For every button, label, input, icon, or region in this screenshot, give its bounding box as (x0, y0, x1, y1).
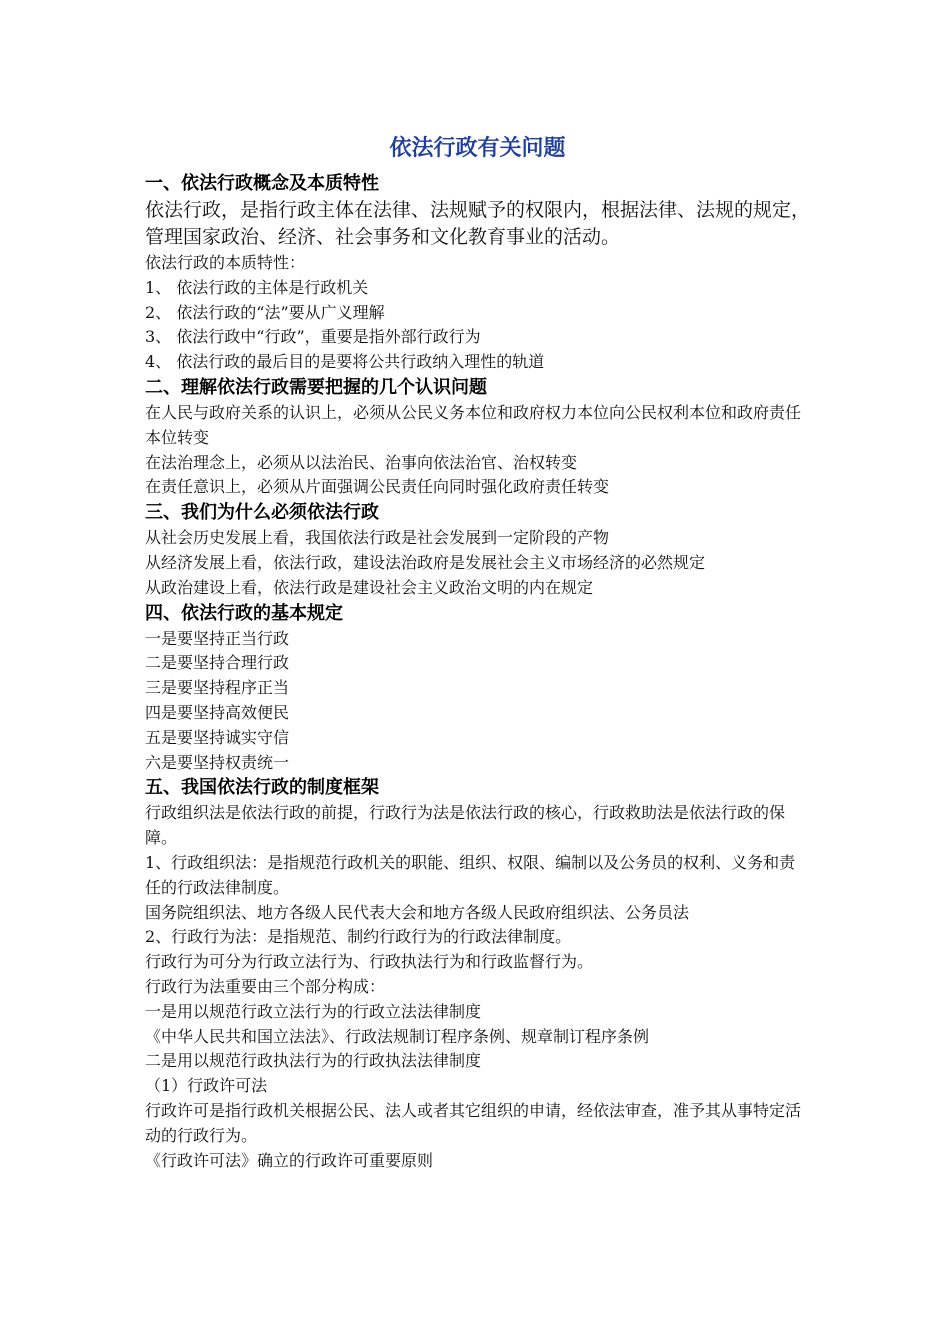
paragraph: 从经济发展上看，依法行政，建设法治政府是发展社会主义市场经济的必然规定 (145, 552, 706, 572)
paragraph: 在人民与政府关系的认识上，必须从公民义务本位和政府权力本位向公民权利本位和政府责任本位转变 (145, 402, 802, 447)
paragraph: 2、行政行为法：是指规范、制约行政行为的行政法律制度。 (145, 927, 572, 947)
section-heading: 五、我国依法行政的制度框架 (145, 777, 379, 799)
paragraph: 一是用以规范行政立法行为的行政立法法律制度 (145, 1001, 482, 1021)
paragraph: （1）行政许可法 (145, 1076, 268, 1096)
paragraph: 依法行政的本质特性： (145, 253, 306, 272)
list-item: 3、 依法行政中“行政”，重要是指外部行政行为 (145, 327, 481, 347)
list-item: 五是要坚持诚实守信 (145, 727, 290, 747)
paragraph: 行政行为法重要由三个部分构成： (145, 976, 386, 996)
list-item: 二是要坚持合理行政 (145, 653, 290, 673)
paragraph: 依法行政，是指行政主体在法律、法规赋予的权限内，根据法律、法规的规定，管理国家政治、经济、社会事务和文化教育事业的活动。 (145, 199, 811, 248)
paragraph: 《中华人民共和国立法法》、行政法规制订程序条例、规章制订程序条例 (145, 1026, 650, 1046)
paragraph: 1、行政组织法：是指规范行政机关的职能、组织、权限、编制以及公务员的权利、义务和责任的行政法律制度。 (145, 852, 796, 897)
section-3 (145, 500, 810, 600)
paragraph: 在责任意识上，必须从片面强调公民责任向同时强化政府责任转变 (145, 477, 610, 497)
section-heading: 三、我们为什么必须依法行政 (145, 502, 379, 524)
section-2 (145, 375, 810, 500)
paragraph: 行政组织法是依法行政的前提，行政行为法是依法行政的核心，行政救助法是依法行政的保障。 (145, 803, 786, 848)
paragraph: 行政许可是指行政机关根据公民、法人或者其它组织的申请，经依法审查，准予其从事特定活动的行政行为。 (145, 1100, 802, 1145)
paragraph: 《行政许可法》确立的行政许可重要原则 (145, 1150, 434, 1170)
paragraph: 行政行为可分为行政立法行为、行政执法行为和行政监督行为。 (145, 952, 594, 972)
section-4 (145, 601, 810, 776)
document-title: 依法行政有关问题 (389, 136, 566, 161)
paragraph: 二是用以规范行政执法行为的行政执法法律制度 (145, 1051, 482, 1071)
section-5 (145, 775, 810, 1173)
list-item: 三是要坚持程序正当 (145, 678, 290, 698)
section-heading: 四、依法行政的基本规定 (145, 602, 343, 624)
paragraph: 在法治理念上，必须从以法治民、治事向依法治官、治权转变 (145, 452, 578, 472)
section-heading: 一、依法行政概念及本质特性 (145, 173, 379, 194)
document-body (145, 133, 810, 1173)
section-heading: 二、理解依法行政需要把握的几个认识问题 (145, 376, 487, 398)
list-item: 4、 依法行政的最后目的是要将公共行政纳入理性的轨道 (145, 352, 545, 372)
paragraph: 从政治建设上看，依法行政是建设社会主义政治文明的内在规定 (145, 577, 594, 597)
list-item: 2、 依法行政的“法”要从广义理解 (145, 302, 385, 322)
list-item: 四是要坚持高效便民 (145, 702, 290, 722)
list-item: 一是要坚持正当行政 (145, 628, 290, 648)
paragraph: 国务院组织法、地方各级人民代表大会和地方各级人民政府组织法、公务员法 (145, 902, 690, 922)
list-item: 六是要坚持权责统一 (145, 752, 290, 772)
paragraph: 从社会历史发展上看，我国依法行政是社会发展到一定阶段的产物 (145, 528, 610, 548)
list-item: 1、 依法行政的主体是行政机关 (145, 277, 369, 297)
section-1 (145, 171, 810, 375)
